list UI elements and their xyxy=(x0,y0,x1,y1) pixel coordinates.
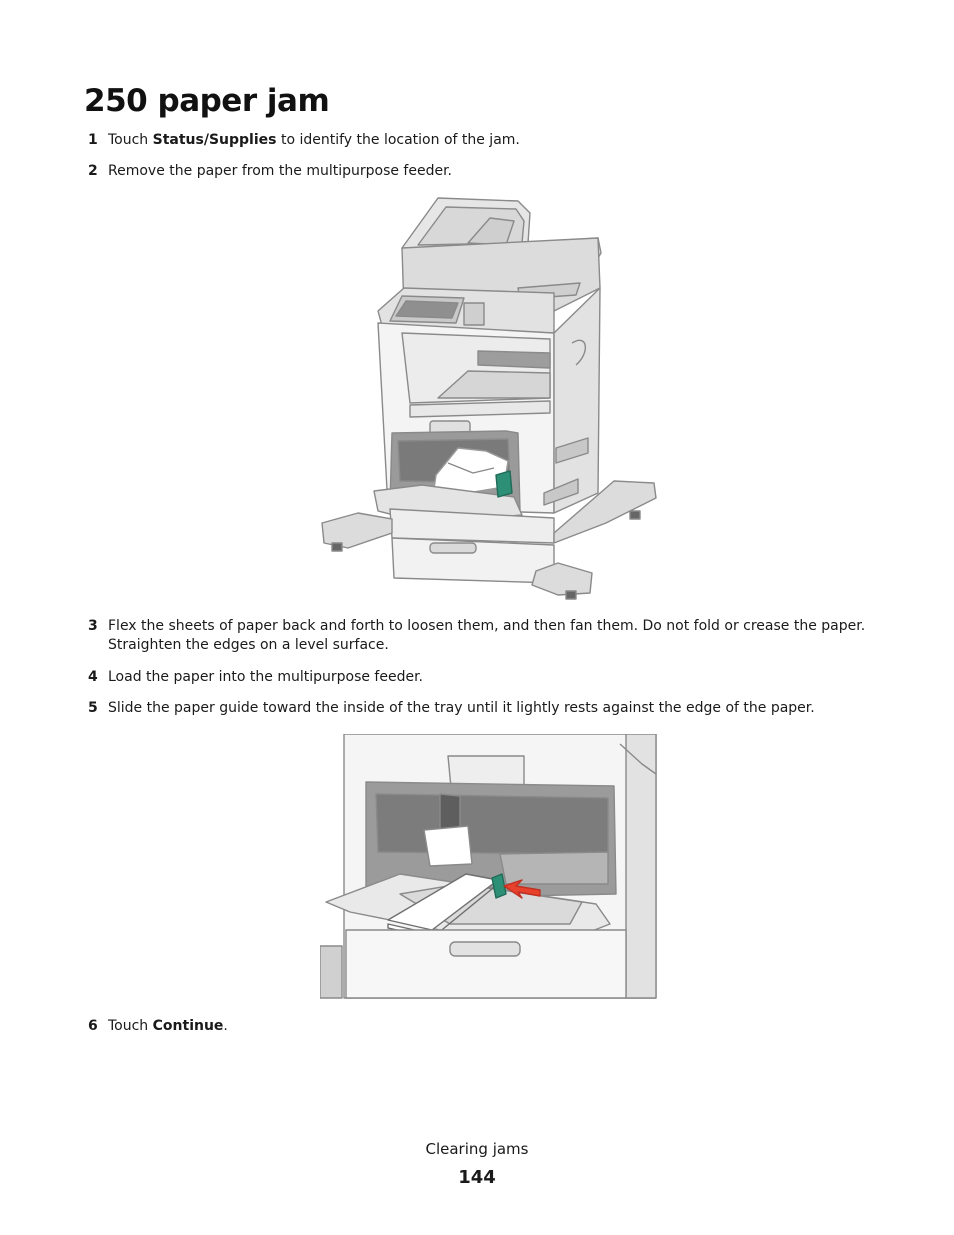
page-number: 144 xyxy=(458,1167,496,1188)
step-text: Touch Continue. xyxy=(108,1018,228,1034)
paper-guide-illustration xyxy=(320,734,658,1000)
step-number: 2 xyxy=(88,163,98,179)
step-number: 3 xyxy=(88,618,98,634)
step-text: Flex the sheets of paper back and forth to loosen them, and then fan them. Do not fold or crease the paper. Straighten the edges on a level surface. xyxy=(108,618,866,653)
ui-term-continue: Continue xyxy=(152,1018,224,1034)
step-text: Slide the paper guide toward the inside of the tray until it lightly rests against the edge of the paper. xyxy=(108,700,815,716)
footer-section-label: Clearing jams xyxy=(425,1140,529,1158)
step-number: 5 xyxy=(88,700,98,716)
step-number: 6 xyxy=(88,1018,98,1034)
printer-jam-illustration xyxy=(318,193,660,603)
step-text: Load the paper into the multipurpose feeder. xyxy=(108,669,424,685)
step-number: 4 xyxy=(88,669,98,685)
step-number: 1 xyxy=(88,132,98,148)
ui-term-status-supplies: Status/Supplies xyxy=(152,132,277,148)
page-title: 250 paper jam xyxy=(84,83,330,119)
step-text: Touch Status/Supplies to identify the location of the jam. xyxy=(108,132,520,148)
step-text: Remove the paper from the multipurpose feeder. xyxy=(108,163,452,179)
